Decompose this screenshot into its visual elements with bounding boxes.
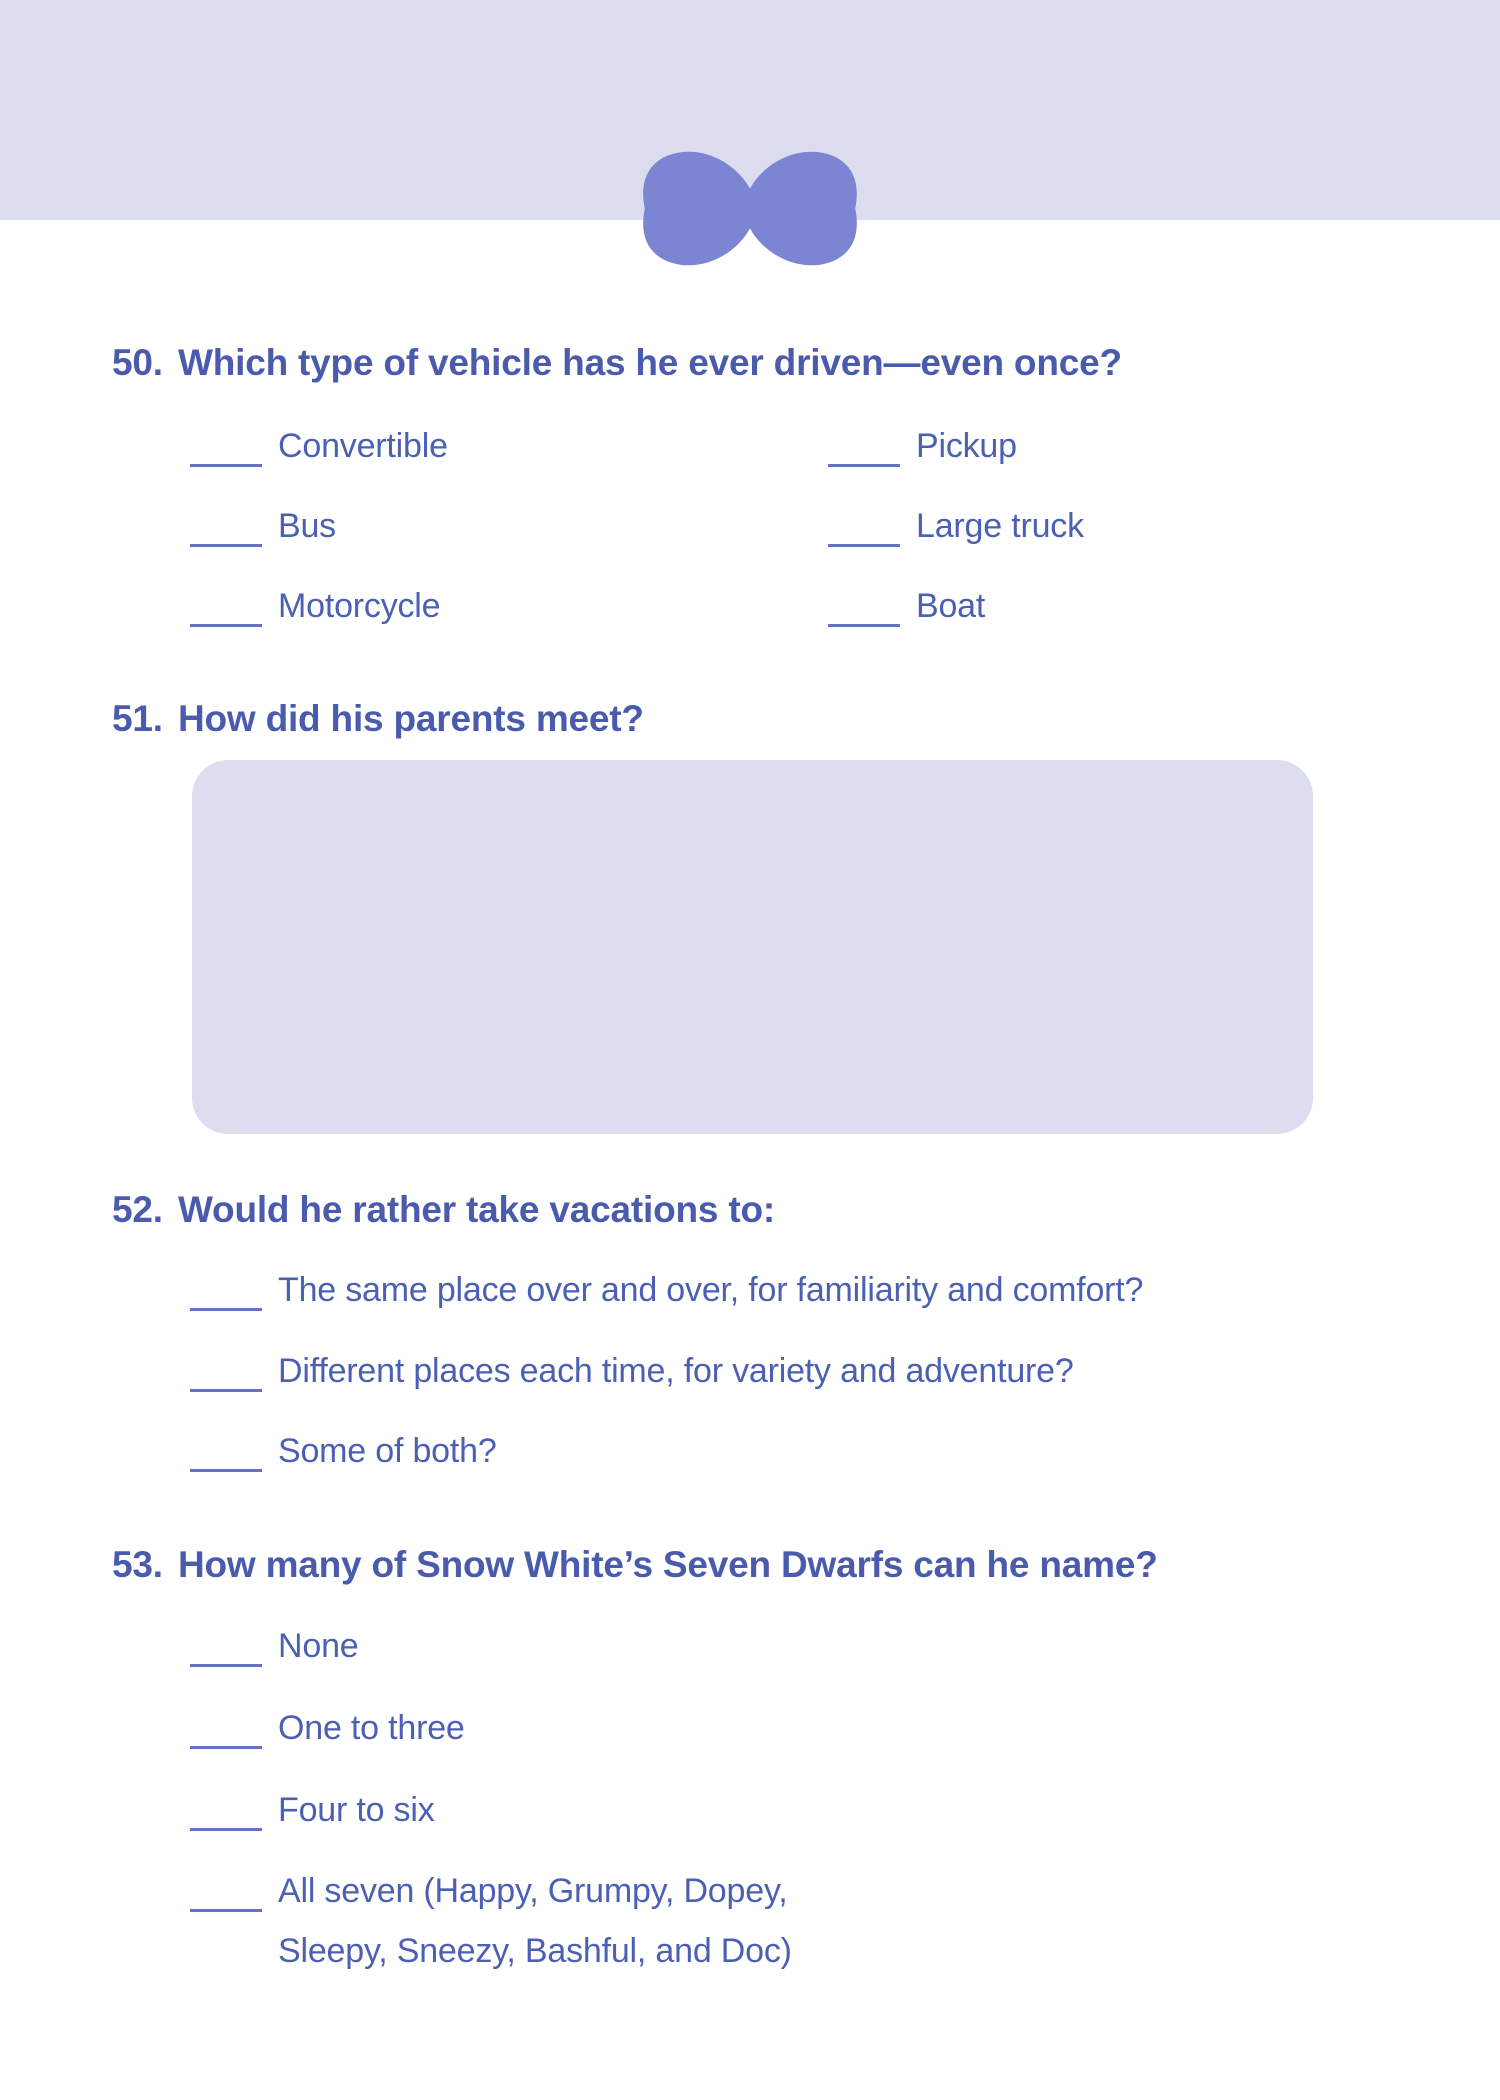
answer-blank[interactable] [828, 624, 900, 627]
option-row [190, 509, 336, 547]
option-row [190, 1874, 787, 1912]
option-row [190, 1354, 1074, 1392]
answer-blank[interactable] [190, 1308, 262, 1311]
answer-blank[interactable] [828, 544, 900, 547]
option-label: Large truck [916, 507, 1084, 545]
question-number: 51. [112, 698, 163, 739]
question-50-title [112, 344, 1122, 381]
option-label-continuation: Sleepy, Sneezy, Bashful, and Doc) [278, 1932, 792, 1970]
question-text: How did his parents meet? [178, 698, 644, 739]
answer-blank[interactable] [190, 1746, 262, 1749]
option-row [190, 1434, 497, 1472]
option-label: The same place over and over, for familiarity and comfort? [278, 1271, 1144, 1309]
option-label: One to three [278, 1709, 465, 1747]
question-number: 53. [112, 1544, 163, 1585]
option-label: All seven (Happy, Grumpy, Dopey, [278, 1872, 788, 1910]
option-label: Boat [916, 587, 986, 625]
option-row [190, 1793, 435, 1831]
option-label: Bus [278, 507, 336, 545]
answer-blank[interactable] [190, 1664, 262, 1667]
option-label: Motorcycle [278, 587, 441, 625]
question-52-title [112, 1191, 775, 1228]
bow-tie-icon [630, 145, 870, 272]
option-row [190, 429, 448, 467]
option-row [190, 1711, 465, 1749]
question-text: Would he rather take vacations to: [178, 1189, 775, 1230]
answer-blank[interactable] [190, 1469, 262, 1472]
answer-blank[interactable] [190, 1389, 262, 1392]
answer-blank[interactable] [190, 544, 262, 547]
question-text: How many of Snow White’s Seven Dwarfs can he name? [178, 1544, 1158, 1585]
option-row [828, 429, 1017, 467]
option-row [828, 589, 985, 627]
option-label: None [278, 1627, 359, 1665]
question-text: Which type of vehicle has he ever driven—even once? [178, 342, 1122, 383]
answer-box[interactable] [192, 760, 1313, 1134]
option-label: Convertible [278, 427, 448, 465]
option-row [190, 1273, 1143, 1311]
option-label: Four to six [278, 1791, 435, 1829]
option-label: Pickup [916, 427, 1017, 465]
option-row [190, 1629, 358, 1667]
option-row [828, 509, 1084, 547]
option-row [190, 589, 440, 627]
question-51-title [112, 700, 644, 737]
answer-blank[interactable] [190, 464, 262, 467]
option-label: Different places each time, for variety and adventure? [278, 1352, 1074, 1390]
question-53-title [112, 1546, 1158, 1583]
question-number: 50. [112, 342, 163, 383]
answer-blank[interactable] [828, 464, 900, 467]
question-number: 52. [112, 1189, 163, 1230]
answer-blank[interactable] [190, 624, 262, 627]
option-label: Some of both? [278, 1432, 497, 1470]
answer-blank[interactable] [190, 1828, 262, 1831]
answer-blank[interactable] [190, 1909, 262, 1912]
